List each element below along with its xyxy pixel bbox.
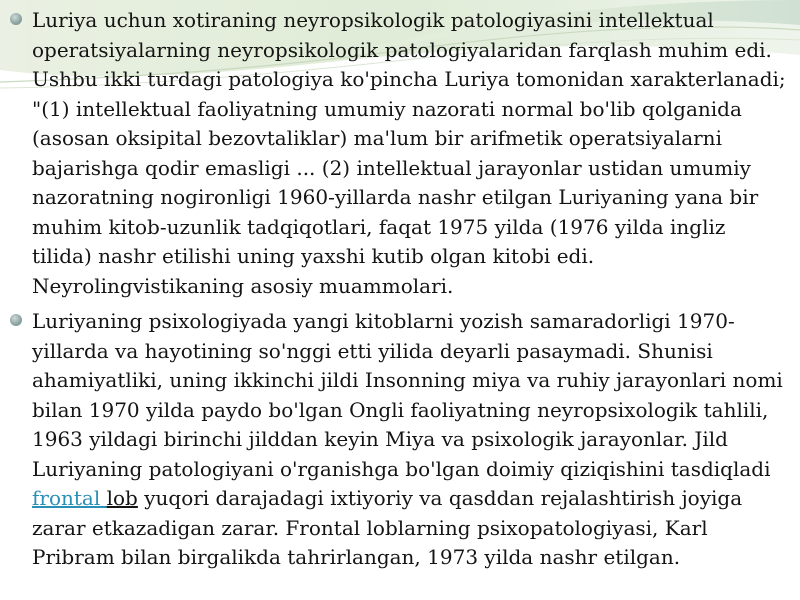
bullet-text-2 (32, 307, 788, 573)
bullet-icon (10, 314, 22, 326)
bullet-text-2-part-1: Luriyaning psixologiyada yangi kitoblarni yozish samaradorligi 1970-yillarda va hayotining so'nggi etti yilida deyarli pasaymadi. Shunisi ahamiyatliki, uning ikkinchi jildi Insonning miya va ruhiy jarayonlari nomi bilan 1970 yilda paydo bo'lgan Ongli faoliyatning neyropsixologik tahlili, 1963 yildagi birinchi jilddan keyin Miya va psixologik jarayonlar. Jild Luriyaning patologiyani o'rganishga bo'lgan doimiy qiziqishini tasdiqladi (32, 309, 783, 481)
bullet-text-2-part-2: yuqori darajadagi ixtiyoriy va qasddan rejalashtirish joyiga zarar etkazadigan zarar. Frontal loblarning psixopatologiyasi, Karl Pribram bilan birgalikda tahrirlangan, 1973 yilda nashr etilgan. (32, 486, 743, 569)
bullet-icon (10, 13, 22, 25)
bullet-text-1: Luriya uchun xotiraning neyropsikologik patologiyasini intellektual operatsiyalarning neyropsikologik patologiyalaridan farqlash muhim edi. Ushbu ikki turdagi patologiya ko'pincha Luriya tomonidan xarakterlanadi; "(1) intellektual faoliyatning umumiy nazorati normal bo'lib qolganida (asosan oksipital bezovtaliklar) ma'lum bir arifmetik operatsiyalarni bajarishga qodir emasligi ... (2) intellektual jarayonlar ustidan umumiy nazoratning nogironligi 1960-yillarda nashr etilgan Luriyaning yana bir muhim kitob-uzunlik tadqiqotlari, faqat 1975 yilda (1976 yilda ingliz tilida) nashr etilishi uning yaxshi kutib olgan kitobi edi. Neyrolingvistikaning asosiy muammolari. (32, 8, 786, 298)
bullet-item-2 (8, 307, 788, 573)
bullet-item-1 (8, 6, 788, 301)
slide-content (8, 6, 788, 579)
lob-text: lob (106, 486, 138, 510)
frontal-link[interactable]: frontal (32, 486, 107, 510)
